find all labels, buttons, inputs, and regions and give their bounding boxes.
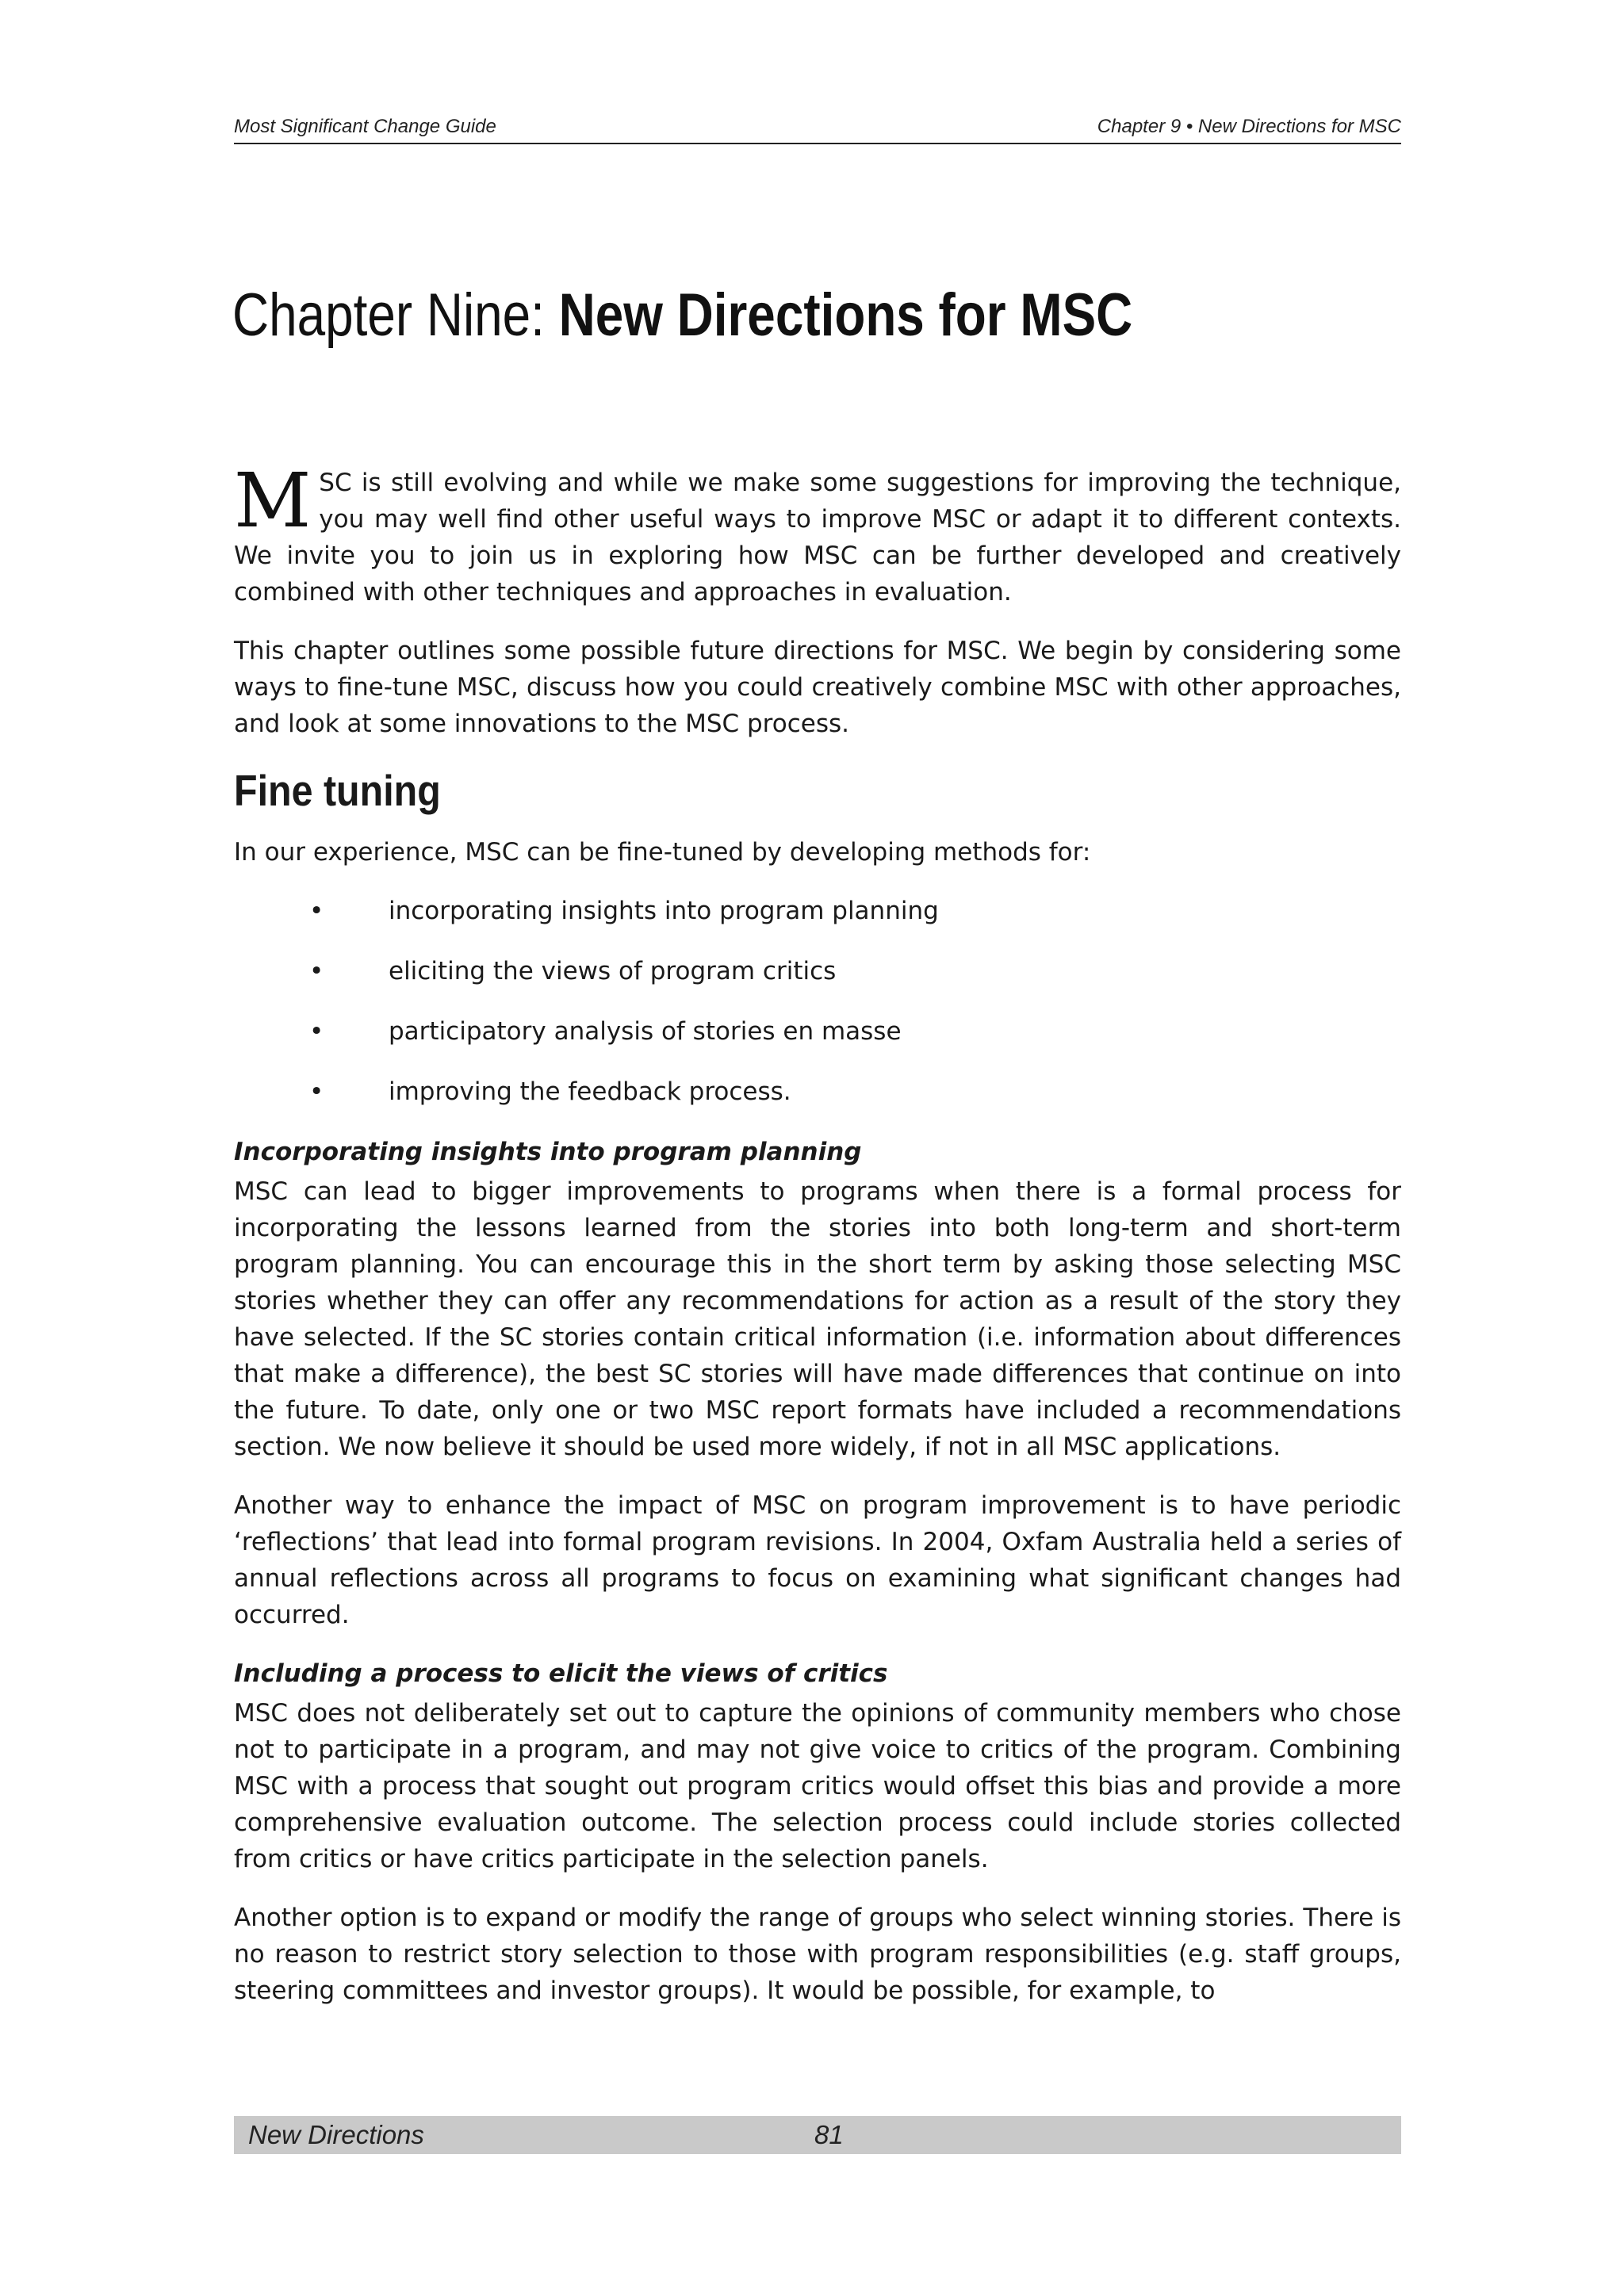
drop-cap: M — [234, 457, 312, 545]
intro-paragraph-2: This chapter outlines some possible future directions for MSC. We begin by considering some ways to fine-tune MSC, discuss how you could creatively combine MSC with other approaches, and look at some innovations to the MSC process. — [234, 637, 1401, 738]
list-item-text: improving the feedback process. — [389, 1077, 791, 1106]
list-item — [234, 893, 1401, 929]
bullet-mark: • — [309, 1077, 324, 1106]
fine-tuning-heading: Fine tuning — [234, 766, 441, 815]
page-footer — [234, 2116, 1401, 2154]
fine-tuning-list — [234, 893, 1401, 1110]
list-item — [234, 1013, 1401, 1050]
running-header — [234, 116, 1401, 144]
intro-paragraph-1 — [234, 457, 1401, 610]
header-chapter-title: Chapter 9 • New Directions for MSC — [1097, 116, 1401, 137]
critics-paragraph-1: MSC does not deliberately set out to capture the opinions of community members who chose not to participate in a program, and may not give voice to critics of the program. Combining MSC with a process that sought out program critics would offset this bias and provide a more comprehensive evaluation outcome. The selection process could include stories collected from critics or have critics participate in the selection panels. — [234, 1699, 1401, 1873]
intro-paragraph-1-text: SC is still evolving and while we make some suggestions for improving the technique, you may well find other useful ways to improve MSC or adapt it to different contexts. We invite you to join us in exploring how MSC can be further developed and creatively combined with other techniques and approaches in evaluation. — [234, 469, 1401, 607]
fine-tuning-lead: In our experience, MSC can be fine-tuned by developing methods for: — [234, 838, 1091, 867]
chapter-title-prefix: Chapter Nine: — [232, 281, 559, 349]
page-number: 81 — [814, 2120, 844, 2149]
chapter-title-main: New Directions for MSC — [558, 281, 1133, 349]
bullet-mark: • — [309, 957, 324, 985]
footer-section-name: New Directions — [248, 2120, 424, 2149]
list-item-text: eliciting the views of program critics — [389, 957, 837, 985]
list-item — [234, 1073, 1401, 1110]
header-guide-title: Most Significant Change Guide — [234, 116, 496, 137]
chapter-title — [232, 282, 1132, 349]
list-item-text: incorporating insights into program planning — [389, 897, 939, 925]
insights-paragraph-2: Another way to enhance the impact of MSC on program improvement is to have periodic ‘reflections’ that lead into formal program revisions. In 2004, Oxfam Australia held a series of annual reflections across all programs to focus on examining what significant changes had occurred. — [234, 1491, 1401, 1629]
insights-paragraph-1: MSC can lead to bigger improvements to programs when there is a formal process for incorporating the lessons learned from the stories into both long-term and short-term program planning. You can encourage this in the short term by asking those selecting MSC stories whether they can offer any recommendations for action as a result of the story they have selected. If the SC stories contain critical information (i.e. information about differences that make a difference), the best SC stories will have made differences that continue on into the future. To date, only one or two MSC report formats have included a recommendations section. We now believe it should be used more widely, if not in all MSC applications. — [234, 1177, 1401, 1461]
critics-paragraph-2: Another option is to expand or modify the range of groups who select winning stories. There is no reason to restrict story selection to those with program responsibilities (e.g. staff groups, steering committees and investor groups). It would be possible, for example, to — [234, 1904, 1401, 2005]
list-item-text: participatory analysis of stories en masse — [389, 1017, 902, 1046]
critics-subheading: Including a process to elicit the views of critics — [234, 1659, 888, 1688]
bullet-mark: • — [309, 1017, 324, 1046]
list-item — [234, 953, 1401, 989]
bullet-mark: • — [309, 897, 324, 925]
insights-subheading: Incorporating insights into program planning — [234, 1138, 862, 1166]
page-content — [234, 457, 1401, 2009]
